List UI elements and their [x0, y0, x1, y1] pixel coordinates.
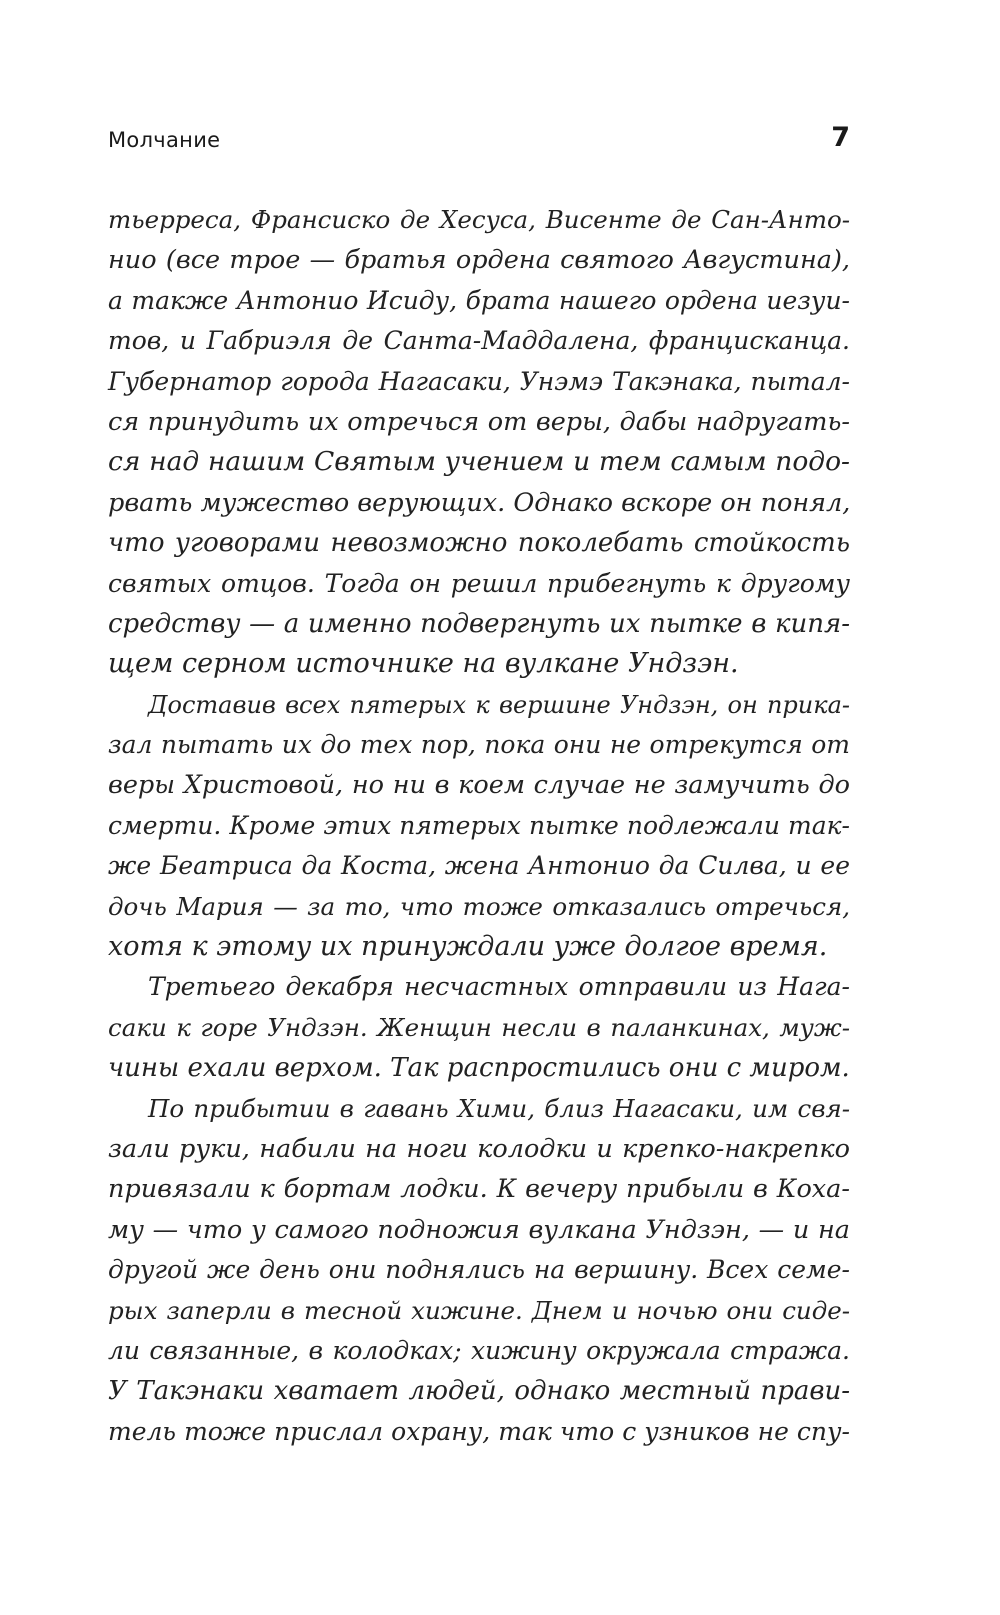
text-line: зали руки, набили на ноги колодки и крепко-накрепко [108, 1133, 850, 1164]
body-text [108, 200, 850, 1452]
text-line: святых отцов. Тогда он решил прибегнуть к другому [108, 568, 850, 598]
text-line: что уговорами невозможно поколебать стойкость [108, 528, 850, 559]
text-line: зал пытать их до тех пор, пока они не отрекутся от [108, 730, 850, 760]
text-line: тьерреса, Франсиско де Хесуса, Висенте де Сан-Анто- [108, 205, 850, 234]
running-head [108, 118, 850, 158]
text-line: ся над нашим Святым учением и тем самым подо- [108, 446, 850, 478]
paragraph [108, 685, 850, 968]
text-line: же Беатриса да Коста, жена Антонио да Силва, и ее [108, 851, 850, 881]
paragraph [108, 967, 850, 1088]
text-line: рвать мужество верующих. Однако вскоре он понял, [108, 487, 851, 518]
text-line: ли связанные, в колодках; хижину окружала стража. [108, 1335, 850, 1365]
text-line: рых заперли в тесной хижине. Днем и ночью они сиде- [108, 1295, 850, 1325]
text-line: По прибытии в гавань Хими, близ Нагасаки, им свя- [148, 1093, 850, 1123]
text-line: ся принудить их отречься от веры, дабы надругать- [108, 406, 850, 437]
text-line: Третьего декабря несчастных отправили из Нага- [148, 972, 850, 1002]
text-line: хотя к этому их принуждали уже долгое время. [108, 931, 828, 963]
text-line: нио (все трое — братья ордена святого Августина), [108, 245, 850, 276]
text-line: смерти. Кроме этих пятерых пытке подлежали так- [108, 810, 850, 840]
text-line: саки к горе Ундзэн. Женщин несли в паланкинах, муж- [108, 1012, 850, 1042]
text-line: веры Христовой, но ни в коем случае не замучить до [108, 770, 850, 801]
book-title: Молчание [108, 128, 221, 152]
page-number: 7 [831, 122, 850, 153]
paragraph [108, 200, 850, 685]
text-line: дочь Мария — за то, что тоже отказались отречься, [108, 891, 850, 921]
text-line: а также Антонио Исиду, брата нашего ордена иезуи- [108, 285, 850, 315]
text-line: привязали к бортам лодки. К вечеру прибыли в Коха- [108, 1174, 850, 1205]
text-line: средству — а именно подвергнуть их пытке в кипя- [108, 608, 850, 639]
text-line: У Такэнаки хватает людей, однако местный прави- [108, 1376, 850, 1407]
text-line: Губернатор города Нагасаки, Унэмэ Такэнака, пытал- [108, 366, 850, 396]
text-line: чины ехали верхом. Так распростились они с миром. [108, 1053, 850, 1084]
text-line: му — что у самого подножия вулкана Ундзэн, — и на [108, 1214, 850, 1245]
text-line: тов, и Габриэля де Санта-Маддалена, францисканца. [108, 326, 850, 356]
paragraph [108, 1089, 850, 1453]
text-line: щем серном источнике на вулкане Ундзэн. [108, 648, 739, 680]
text-line: тель тоже прислал охрану, так что с узников не спу- [108, 1416, 850, 1446]
text-line: Доставив всех пятерых к вершине Ундзэн, он прика- [148, 690, 850, 719]
text-line: другой же день они поднялись на вершину. Всех семе- [108, 1255, 850, 1285]
